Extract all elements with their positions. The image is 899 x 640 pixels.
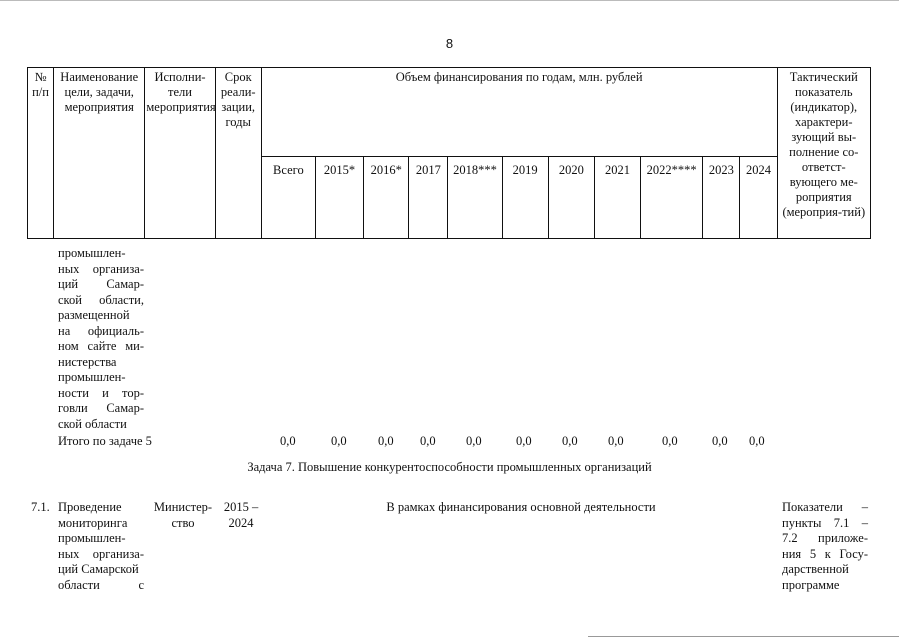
year-2015: 2015* [315, 156, 363, 238]
year-2023: 2023 [703, 156, 740, 238]
year-total: Всего [261, 156, 315, 238]
total-value: 0,0 [516, 434, 532, 448]
row71-num: 7.1. [31, 500, 50, 514]
year-2016: 2016* [364, 156, 409, 238]
row71-indicator-line: Показатели – [782, 500, 868, 514]
row71-term [219, 500, 263, 531]
total-value: 0,0 [662, 434, 678, 448]
continuation-line: промышлен- [58, 246, 126, 260]
continuation-text [58, 246, 144, 432]
header-indicator: Тактический показатель (индикатор), характери-зующий вы-полнение со-ответст-вующего ме-роприятия (мероприя-тий) [777, 68, 870, 239]
row71-indicator [782, 500, 868, 593]
page-bottom-edge [588, 636, 899, 637]
continuation-line: размещенной [58, 308, 130, 322]
year-2022: 2022**** [641, 156, 703, 238]
page-top-edge [0, 0, 899, 1]
continuation-line: на официаль- [58, 323, 144, 338]
year-2024: 2024 [740, 156, 777, 238]
total-value: 0,0 [608, 434, 624, 448]
total-value: 0,0 [466, 434, 482, 448]
total-value: 0,0 [562, 434, 578, 448]
total-value: 0,0 [712, 434, 728, 448]
row71-financing: В рамках финансирования основной деятельности [386, 500, 656, 514]
row71-name-line: ных организа- [58, 546, 144, 561]
continuation-line: нистерства [58, 354, 117, 369]
continuation-line: ской области [58, 416, 127, 431]
total-value: 0,0 [280, 434, 296, 448]
header-num: № п/п [28, 68, 54, 239]
header-executors: Исполни-тели мероприятия [145, 68, 215, 239]
year-2019: 2019 [502, 156, 548, 238]
total-label: Итого по задаче 5 [58, 434, 152, 448]
continuation-line: ном сайте ми- [58, 339, 144, 353]
row71-term-line: 2024 [228, 515, 254, 530]
total-value: 0,0 [331, 434, 347, 448]
row71-indicator-line: ния 5 к Госу- [782, 546, 868, 561]
header-financing: Объем финансирования по годам, млн. рублей [261, 68, 777, 157]
header-term: Срок реали-зации, годы [215, 68, 261, 239]
row71-name-line: ций Самарской [58, 562, 139, 576]
row71-executor [149, 500, 217, 531]
continuation-line: говли Самар- [58, 401, 144, 415]
row71-name-line: промышлен- [58, 531, 126, 545]
row71-indicator-line: пункты 7.1 – [782, 515, 868, 530]
row71-indicator-line: 7.2 приложе- [782, 531, 868, 545]
total-value: 0,0 [749, 434, 765, 448]
row71-executor-line: ство [171, 515, 195, 530]
year-2017: 2017 [409, 156, 448, 238]
row71-term-line: 2015 – [223, 500, 259, 514]
total-value: 0,0 [420, 434, 436, 448]
page-number: 8 [445, 36, 454, 51]
header-name: Наименование цели, задачи, мероприятия [54, 68, 145, 239]
task7-title: Задача 7. Повышение конкурентоспособности промышленных организаций [247, 460, 652, 474]
continuation-line: ности и тор- [58, 385, 144, 400]
year-2018: 2018*** [448, 156, 502, 238]
row71-indicator-line: дарственной [782, 562, 849, 576]
row71-indicator-line: программе [782, 577, 840, 592]
continuation-line: промышлен- [58, 370, 126, 384]
row71-name-line: Проведение [58, 500, 122, 514]
total-value: 0,0 [378, 434, 394, 448]
continuation-line: ных организа- [58, 261, 144, 276]
header-table [27, 67, 871, 239]
year-2020: 2020 [548, 156, 594, 238]
continuation-line: ций Самар- [58, 277, 144, 291]
row71-executor-line: Министер- [153, 500, 213, 514]
row71-name-line: мониторинга [58, 515, 128, 530]
continuation-line: ской области, [58, 292, 144, 307]
year-2021: 2021 [594, 156, 640, 238]
row71-name-line: области с [58, 577, 144, 592]
row71-name [58, 500, 144, 593]
